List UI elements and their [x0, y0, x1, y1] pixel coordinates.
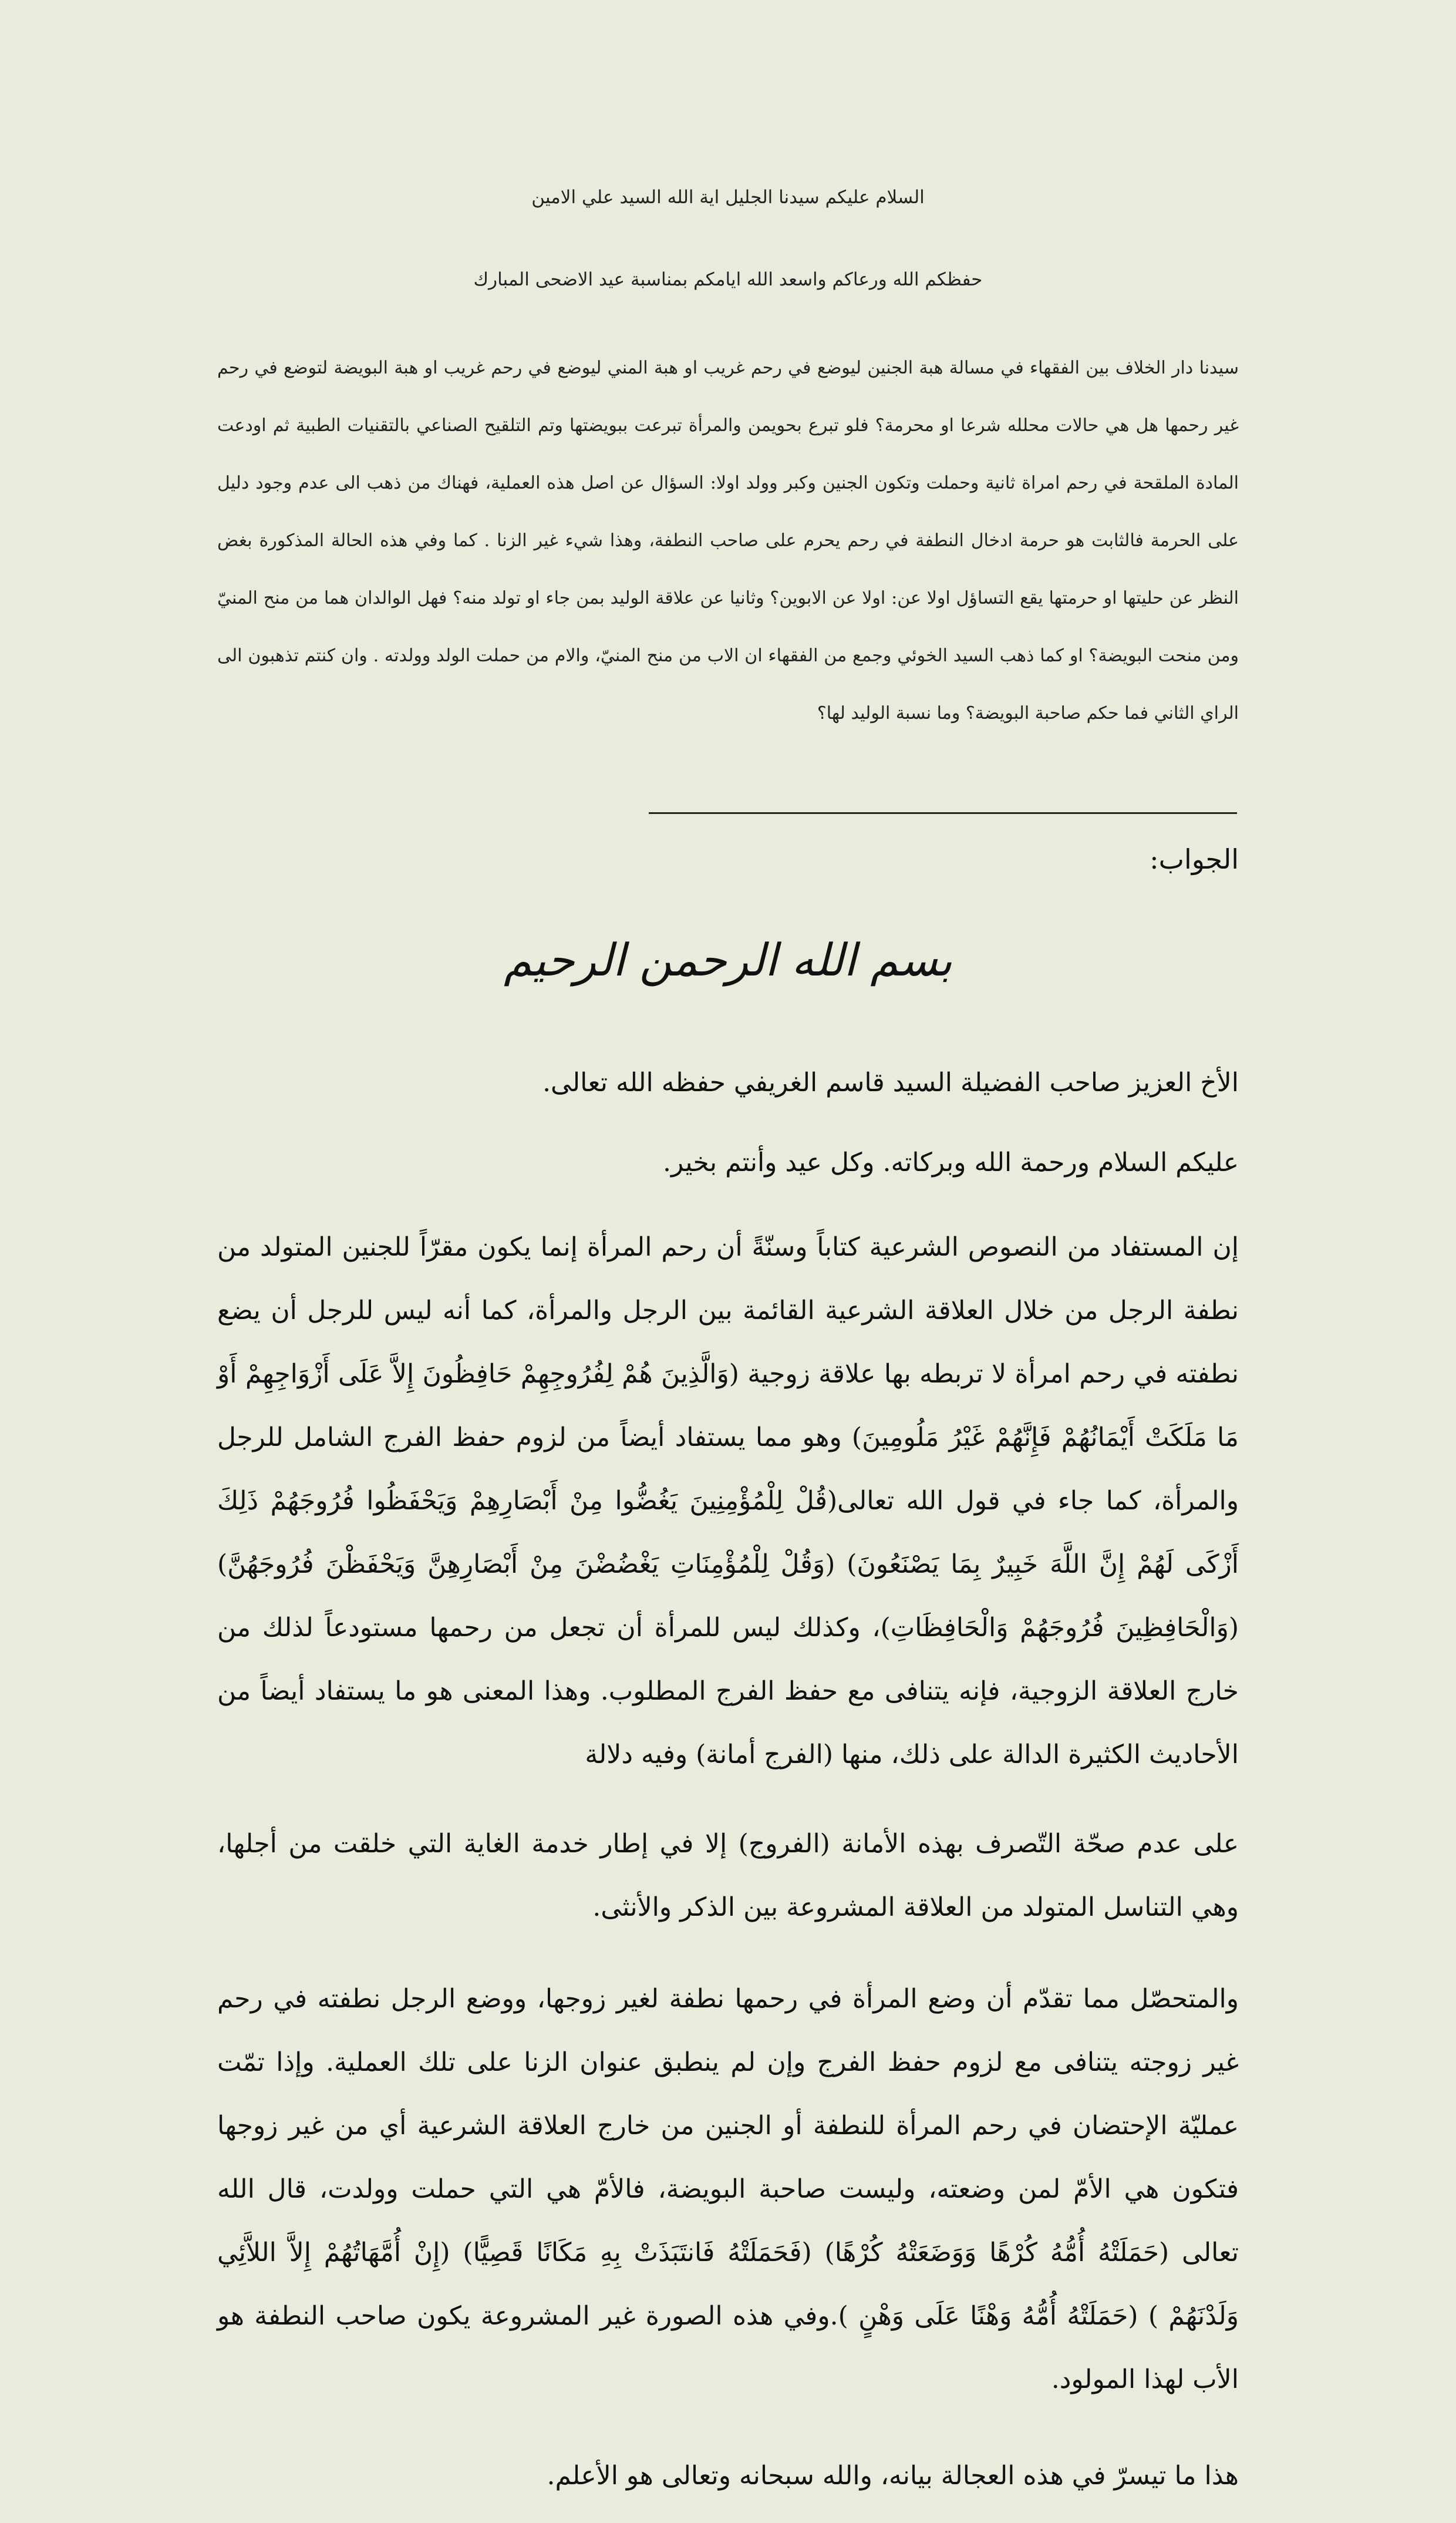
answer-paragraph-3: والمتحصّل مما تقدّم أن وضع المرأة في رحمها نطفة لغير زوجها، ووضع الرجل نطفته في رحم غير زوجته يتنافى مع لزوم حفظ الفرج وإن لم ينطبق عنوان الزنا على تلك العملية. وإذا تمّت عمليّة الإحتضان في رحم المرأة للنطفة أو الجنين من خارج العلاقة الشرعية أي من غير زوجها فتكون هي الأمّ لمن وضعته، وليست صاحبة البويضة، فالأمّ هي التي حملت وولدت، قال الله تعالى (حَمَلَتْهُ أُمُّهُ كُرْهًا وَوَضَعَتْهُ كُرْهًا) (فَحَمَلَتْهُ فَانتَبَذَتْ بِهِ مَكَانًا قَصِيًّا) (إِنْ أُمَّهَاتُهُمْ إِلاَّ اللاَّئِي وَلَدْنَهُمْ ) (حَمَلَتْهُ أُمُّهُ وَهْنًا عَلَى وَهْنٍ ).وفي هذه الصورة غير المشروعة يكون صاحب النطفة هو الأب لهذا المولود. [217, 1984, 1239, 2394]
question-body-block [217, 339, 1239, 742]
question-wishes: حفظكم الله ورعاكم واسعد الله ايامكم بمناسبة عيد الاضحى المبارك [473, 269, 983, 290]
answer-label: الجواب: [1150, 843, 1239, 875]
section-divider [649, 812, 1237, 814]
answer-closing: هذا ما تيسرّ في هذه العجالة بيانه، والله سبحانه وتعالى هو الأعلم. [547, 2461, 1239, 2491]
answer-address: الأخ العزيز صاحب الفضيلة السيد قاسم الغريفي حفظه الله تعالى. [542, 1068, 1239, 1098]
question-body: سيدنا دار الخلاف بين الفقهاء في مسالة هبة الجنين ليوضع في رحم غريب او هبة المني ليوضع في رحم غريب او هبة البويضة لتوضع في رحم غير رحمها هل هي حالات محلله شرعا او محرمة؟ فلو تبرع بحويمن والمرأة تبرعت ببويضتها وتم التلقيح الصناعي بالتقنيات الطبية ثم اودعت المادة الملقحة في رحم امراة ثانية وحملت وتكون الجنين وكبر وولد اولا: السؤال عن اصل هذه العملية، فهناك من ذهب الى عدم وجود دليل على الحرمة فالثابت هو حرمة ادخال النطفة في رحم يحرم على صاحب النطفة، وهذا شيء غير الزنا . كما وفي هذه الحالة المذكورة بغض النظر عن حليتها او حرمتها يقع التساؤل اولا عن: اولا عن الابوين؟ وثانيا عن علاقة الوليد بمن جاء او تولد منه؟ فهل الوالدان هما من منح المنيّ ومن منحت البويضة؟ او كما ذهب السيد الخوئي وجمع من الفقهاء ان الاب من منح المنيّ، والام من حملت الولد وولدته . وان كنتم تذهبون الى الراي الثاني فما حكم صاحبة البويضة؟ وما نسبة الوليد لها؟ [217, 358, 1239, 724]
question-greeting: السلام عليكم سيدنا الجليل اية الله السيد علي الامين [531, 187, 925, 208]
basmala-heading: بسم الله الرحمن الرحيم [504, 934, 952, 986]
answer-paragraph-2: على عدم صحّة التّصرف بهذه الأمانة (الفروج) إلا في إطار خدمة الغاية التي خلقت من أجلها، وهي التناسل المتولد من العلاقة المشروعة بين الذكر والأنثى. [217, 1829, 1239, 1922]
answer-salam: عليكم السلام ورحمة الله وبركاته. وكل عيد وأنتم بخير. [662, 1148, 1239, 1178]
answer-body [217, 1051, 1239, 2508]
answer-paragraph-1: إن المستفاد من النصوص الشرعية كتاباً وسنّةً أن رحم المرأة إنما يكون مقرّاً للجنين المتولد من نطفة الرجل من خلال العلاقة الشرعية القائمة بين الرجل والمرأة، كما أنه ليس للرجل أن يضع نطفته في رحم امرأة لا تربطه بها علاقة زوجية (وَالَّذِينَ هُمْ لِفُرُوجِهِمْ حَافِظُونَ إِلاَّ عَلَى أَزْوَاجِهِمْ أَوْ مَا مَلَكَتْ أَيْمَانُهُمْ فَإِنَّهُمْ غَيْرُ مَلُومِينَ) وهو مما يستفاد أيضاً من لزوم حفظ الفرج الشامل للرجل والمرأة، كما جاء في قول الله تعالى(قُلْ لِلْمُؤْمِنِينَ يَغُضُّوا مِنْ أَبْصَارِهِمْ وَيَحْفَظُوا فُرُوجَهُمْ ذَلِكَ أَزْكَى لَهُمْ إِنَّ اللَّهَ خَبِيرٌ بِمَا يَصْنَعُونَ) (وَقُلْ لِلْمُؤْمِنَاتِ يَغْضُضْنَ مِنْ أَبْصَارِهِنَّ وَيَحْفَظْنَ فُرُوجَهُنَّ) (وَالْحَافِظِينَ فُرُوجَهُمْ وَالْحَافِظَاتِ)، وكذلك ليس للمرأة أن تجعل من رحمها مستودعاً لذلك من خارج العلاقة الزوجية، فإنه يتنافى مع حفظ الفرج المطلوب. وهذا المعنى هو ما يستفاد أيضاً من الأحاديث الكثيرة الدالة على ذلك، منها (الفرج أمانة) وفيه دلالة [217, 1232, 1239, 1770]
